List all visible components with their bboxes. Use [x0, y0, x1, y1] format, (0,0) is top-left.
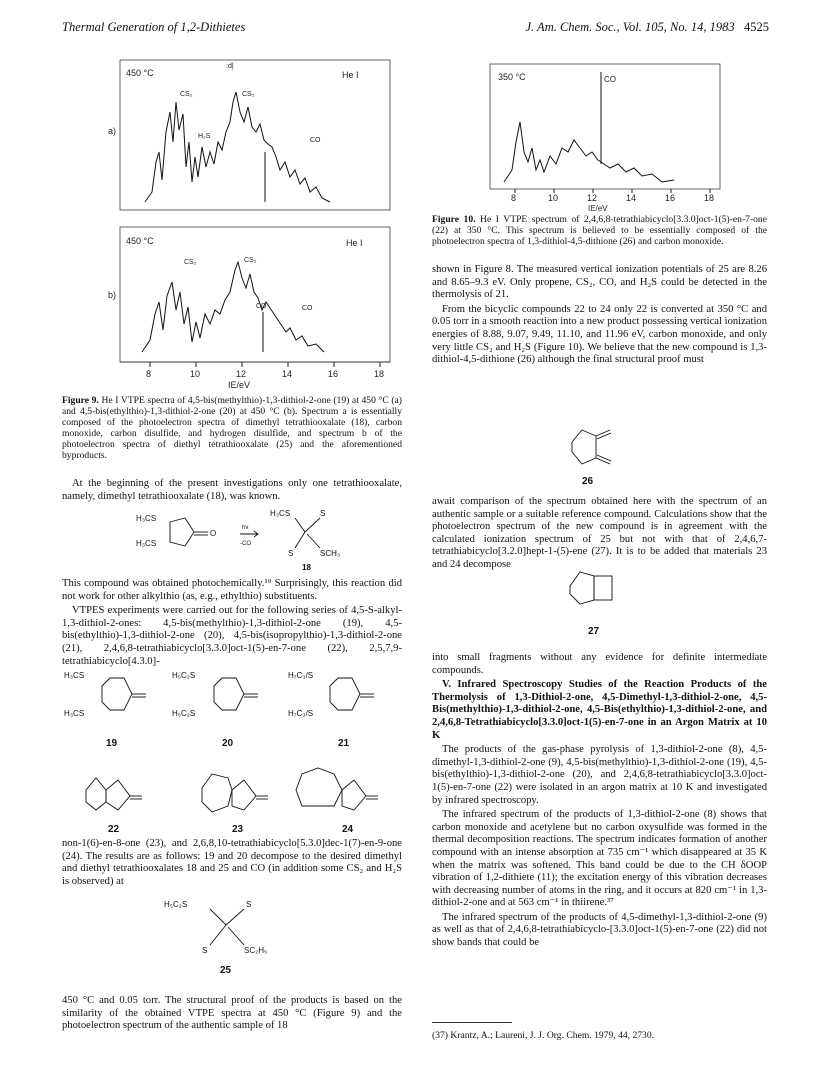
fig9a-panel: a) [108, 126, 117, 136]
left-p1: At the beginning of the present investigations only one tetrathiooxalate, namely, dimethyl tetrathiooxalate (18), was known. [62, 478, 402, 502]
s18-label: 18 [302, 563, 311, 572]
fig10-tick-14: 14 [626, 193, 637, 203]
c21-sub-b: H₇C₃/S [288, 709, 314, 718]
scheme-25-structure [160, 895, 300, 975]
spectrum-10-trace [504, 122, 674, 182]
fig10-co: CO [604, 75, 616, 84]
spectrum-b-trace [142, 262, 324, 352]
s18-h3cs-c: H₃CS [270, 509, 291, 518]
fig9b-temp: 450 °C [126, 236, 154, 246]
fig9a-co: CO [310, 137, 321, 144]
fig9-tick-12: 12 [236, 369, 247, 379]
right-p1-p2: shown in Figure 8. The measured vertical ionization potentials of 25 are 8.26 and 8.65–9.3 eV. Only propene, CS₂, CO, and H₂S could be detected in the thermolysis of 21. From the bicyclic compounds 22 to 24 only 22 is converted at 350 °C and 0.05 torr in a smooth reaction into a new product possessing vertical ionization energies of 8.88, 9.07, 9.49, 11.10, and 11.96 eV, carbon monoxide, and only very little CS₂ and H₂S (Figure 10). We believe that the new compound is 1,3-dithiol-4,5-dithione (26) although the final structural proof must [432, 264, 767, 366]
label-26: 26 [582, 476, 594, 487]
right-p4-section: into small fragments without any evidence for definite intermediate compounds. V. Infrared Spectroscopy Studies of the Reaction Products of the Thermolysis of 1,3-Dithiol-2-one, 4,5-Dimethyl-1,3-dithiol-2-one, 4,5-Bis(methylthio)-1,3-dithiol-2-one, 4,5-Bis(ethylthio)-1,3-dithiol-2-one, and 2,4,6,8-Tetrathiabicyclo[3.3.0]oct-1(5)-en-7-one in an Argon Matrix at 10 K The products of the gas-phase pyrolysis of 1,3-dithiol-2-one (8), 4,5-dimethyl-1,3-dithiol-2-one (9), 4,5-bis(methylthio)-1,3-dithiol-2-one (19), 4,5-bis(ethylthio)-1,3-dithiol-2-one (20), and 2,4,6,8-tetrathiabicyclo[3.3.0]oct-1(5)-en-7-one (22) were isolated in an argon matrix at 10 K and investigated by infrared spectroscopy. The infrared spectrum of the products of 1,3-dithiol-2-one (8) shows that carbon monoxide and acetylene but no carbon oxysulfide was formed in the thermal decomposition reactions. The spectrum indicates formation of another compound with an intense absorption at 735 cm⁻¹ which disappeared at 35 K when the matrix was softened. This band could be due to the CH δOOP vibration of 1,2-dithiete (11); the excitation energy of this vibration decreases with decreasing number of atoms in the ring, and it occurs at 820 cm⁻¹ in 1,3-dithiol-2-one and at 563 cm⁻¹ in thiirene.³⁷ The infrared spectrum of the products of 4,5-dimethyl-1,3-dithiol-2-one (9) as well as that of 2,4,6,8-tetrathiabicyclo-[3.3.0]oct-1(5)-en-7-one (22) did not show bands that could be [432, 652, 767, 949]
figure-10-spectrum [470, 52, 730, 212]
fig9-tick-10: 10 [190, 369, 201, 379]
s18-o: O [210, 529, 217, 538]
s25-label: 25 [220, 965, 232, 975]
spectrum-a-trace [145, 92, 330, 202]
compound-21-label: 21 [338, 738, 350, 749]
figure-9-caption: Figure 9. He I VTPE spectra of 4,5-bis(methylthio)-1,3-dithiol-2-one (19) at 450 °C (a) and 4,5-bis(ethylthio)-1,3-dithiol-2-one (20) at 450 °C (b). Spectrum a is essentially composed of the photoelectron spectra of dimethyl tetrathiooxalate (18), carbon monoxide, carbon disulfide, and hydrogen disulfide, and spectrum b of the photoelectron spectra of diethyl tetrathiooxalate (25) and the aforementioned byproducts. [62, 395, 402, 461]
fig9a-top: :d| [226, 63, 234, 70]
fig9a-lamp: He I [342, 70, 359, 80]
fig9b-lamp: He I [346, 238, 363, 248]
s25-sc2h5: SC₂H₅ [244, 946, 268, 955]
left-p5: 450 °C and 0.05 torr. The structural proof of the products is based on the similarity of the obtained VTPE spectra at 450 °C (Figure 9) and the photoelectron spectrum of the authentic sample of 18 [62, 995, 402, 1032]
page-number: 4525 [744, 20, 769, 34]
s18-s2: S [288, 549, 294, 558]
s18-sch3: SCH₃ [320, 549, 341, 558]
c19-sub-b: H₃CS [64, 709, 85, 718]
c20-sub-a: H₅C₂S [172, 671, 196, 680]
scheme-18-structure [130, 504, 370, 574]
fig10-temp: 350 °C [498, 72, 526, 82]
fig9a-temp: 450 °C [126, 68, 154, 78]
figure-9-x-ticks [150, 362, 380, 367]
structure-27 [560, 556, 640, 636]
figure-10-x-ticks [515, 189, 710, 193]
c21-sub-a: H₇C₃/S [288, 671, 314, 680]
s25-h5c2s: H₅C₂S [164, 900, 188, 909]
fig9b-cs2: CS₂ [184, 259, 197, 266]
s18-co: -CO [240, 541, 251, 547]
fig10-axis-label: IE/eV [588, 204, 608, 212]
s18-h3cs-a: H₃CS [136, 514, 157, 523]
fig9a-cs2: CS₂ [180, 91, 193, 98]
fig10-tick-18: 18 [704, 193, 715, 203]
c20-sub-b: H₅C₂S [172, 709, 196, 718]
label-27: 27 [588, 626, 600, 636]
footnote-37: (37) Krantz, A.; Laureni, J. J. Org. Chem. 1979, 44, 2730. [432, 1030, 655, 1041]
compound-23-label: 23 [232, 824, 244, 835]
compound-20-label: 20 [222, 738, 234, 749]
right-p3: await comparison of the spectrum obtained here with the spectrum of an authentic sample or a suitable reference compound. Calculations show that the photoelectron spectrum of the new compound is in agreement with the calculated ionization spectrum of 25 but not with that of 2,4,6,7-tetrathiabicyclo[3.2.0]hept-1-(5)-ene (27). It is to be added that materials 23 and 24 decompose [432, 496, 767, 570]
s25-s1: S [246, 900, 252, 909]
compounds-22-23-24 [62, 760, 402, 840]
left-p4: non-1(6)-en-8-one (23), and 2,6,8,10-tetrathiabicyclo[5.3.0]dec-1(7)-en-9-one (24). The results are as follows: 19 and 20 decompose to the desired dimethyl and diethyl tetrathiooxalates 18 and 25 and CO (in addition some CS₂ and H₂S is observed) at [62, 838, 402, 887]
fig9b-panel: b) [108, 290, 117, 300]
figure-10-caption: Figure 10. He I VTPE spectrum of 2,4,6,8-tetrathiabicyclo[3.3.0]oct-1(5)-en-7-one (22) at 350 °C. This spectrum is believed to be essentially composed of the photoelectron spectra of 1,3-dithiol-4,5-dithione (26) and carbon monoxide. [432, 214, 767, 247]
journal-citation: J. Am. Chem. Soc., Vol. 105, No. 14, 1983 4525 [525, 20, 769, 34]
fig9-tick-16: 16 [328, 369, 339, 379]
fig10-tick-8: 8 [511, 193, 517, 203]
running-title: Thermal Generation of 1,2-Dithietes [62, 20, 246, 34]
fig9-tick-18: 18 [374, 369, 385, 379]
fig9a-h2s: H₂S [198, 133, 211, 140]
section-v-heading: V. Infrared Spectroscopy Studies of the Reaction Products of the Thermolysis of 1,3-Dithiol-2-one, 4,5-Dimethyl-1,3-dithiol-2-one, 4,5-Bis(methylthio)-1,3-dithiol-2-one, 4,5-Bis(ethylthio)-1,3-dithiol-2-one, and 2,4,6,8-Tetrathiabicyclo[3.3.0]oct-1(5)-en-7-one in an Argon Matrix at 10 K [432, 679, 767, 741]
structure-26 [560, 420, 640, 490]
figure-9-spectra [80, 52, 400, 392]
fig10-tick-16: 16 [665, 193, 676, 203]
s18-h3cs-b: H₃CS [136, 539, 157, 548]
fig9a-cs2b: CS₂ [242, 91, 255, 98]
fig9b-cs2b: CS₂ [244, 257, 257, 264]
s25-s2: S [202, 946, 208, 955]
fig9-axis-label: IE/eV [228, 380, 251, 390]
footnote-rule [432, 1022, 512, 1023]
c19-sub-a: H₃CS [64, 671, 85, 680]
fig9-tick-8: 8 [146, 369, 152, 379]
left-p2-p3: This compound was obtained photochemically.¹⁹ Surprisingly, this reaction did not work for other alkylthio (as, e.g., ethylthio) substituents. VTPES experiments were carried out for the following series of 4,5-S-alkyl-1,3-dithiol-2-ones: 4,5-bis(methylthio)-1,3-dithiol-2-one (19), 4,5-bis(ethylthio)-1,3-dithiol-2-one (20), 4,5-bis(isopropylthio)-1,3-dithiol-2-one (21), 2,4,6,8-tetrathiabicyclo[3.3.0]oct-1(5)-en-7-one (22), 2,5,7,9-tetrathiabicyclo[4.3.0]- [62, 578, 402, 667]
compound-22-label: 22 [108, 824, 120, 835]
fig9b-co2: CO [302, 305, 313, 312]
fig9-tick-14: 14 [282, 369, 293, 379]
compound-19-label: 19 [106, 738, 118, 749]
fig9b-co: CO [256, 303, 267, 310]
s18-s1: S [320, 509, 326, 518]
fig10-tick-12: 12 [587, 193, 598, 203]
s18-hv: hν [242, 525, 249, 531]
compound-24-label: 24 [342, 824, 354, 835]
fig10-tick-10: 10 [548, 193, 559, 203]
